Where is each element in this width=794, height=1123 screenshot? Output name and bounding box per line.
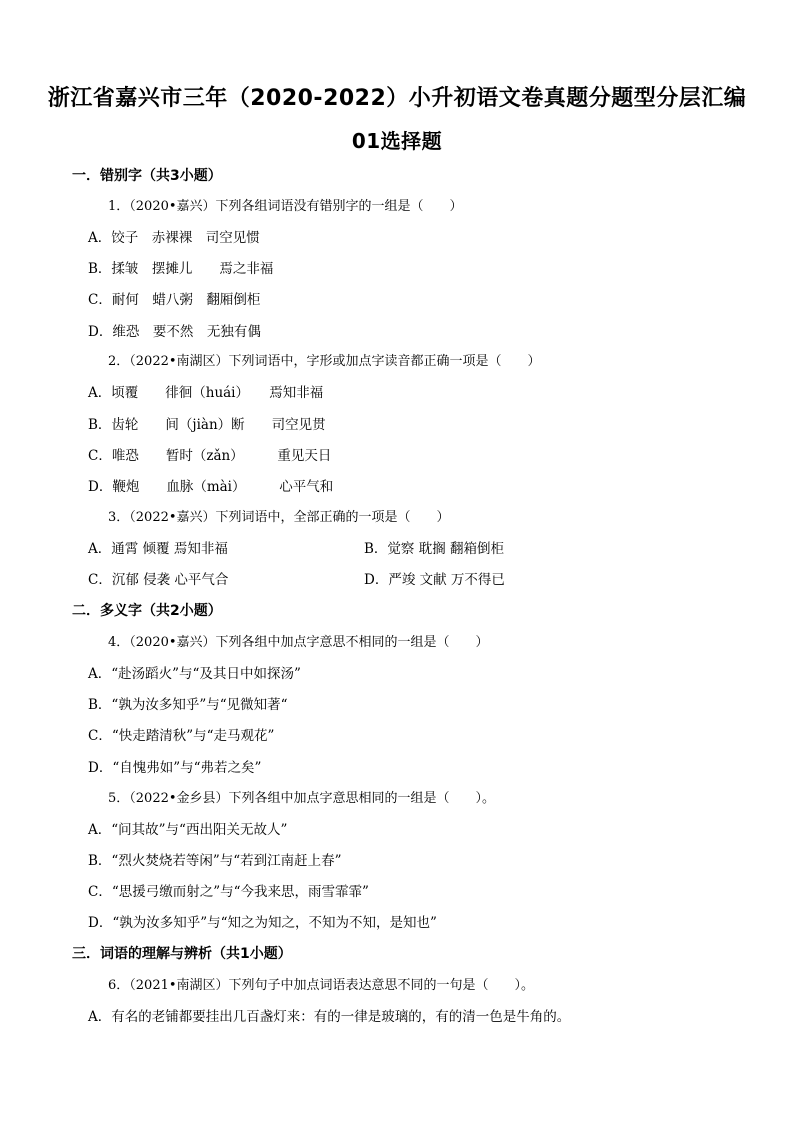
question-1-option-c: C．耐何 蜡八粥 翻厢倒柜	[88, 292, 261, 308]
question-3-option-a: A．通霄 倾覆 焉知非福	[88, 541, 228, 557]
question-5-option-d: D．“孰为汝多知乎”与“知之为知之，不知为不知，是知也”	[88, 915, 437, 931]
question-5-stem: 5．（2022•金乡县）下列各组中加点字意思相同的一组是（ ）。	[108, 791, 496, 806]
question-5-option-b: B．“烈火焚烧若等闲”与“若到江南赶上春”	[88, 853, 342, 869]
question-4-option-b: B．“孰为汝多知乎”与“见微知著“	[88, 697, 288, 713]
question-1-stem: 1．（2020•嘉兴）下列各组词语没有错别字的一组是（ ）	[108, 199, 463, 214]
question-1-option-a: A．饺子 赤裸裸 司空见惯	[88, 230, 260, 246]
question-2-option-b: B．齿轮 间（jiàn）断 司空见贯	[88, 417, 326, 433]
question-2-option-a: A．顷覆 徘徊（huái） 焉知非福	[88, 385, 324, 401]
question-1-option-b: B．揉皱 摆摊儿 焉之非福	[88, 261, 274, 277]
question-1-option-d: D．维恐 要不然 无独有偶	[88, 324, 261, 340]
question-3-option-b: B．觉察 耽搁 翻箱倒柜	[364, 541, 505, 557]
question-2-stem: 2．（2022•南湖区）下列词语中，字形或加点字读音都正确一项是（ ）	[108, 354, 541, 369]
question-2-option-c: C．唯恐 暂时（zǎn） 重见天日	[88, 448, 332, 464]
question-4-option-d: D．“自愧弗如”与“弗若之矣”	[88, 760, 262, 776]
question-6-option-a: A．有名的老铺都要挂出几百盏灯来：有的一律是玻璃的，有的清一色是牛角的。	[88, 1009, 571, 1025]
question-3-stem: 3．（2022•嘉兴）下列词语中，全部正确的一项是（ ）	[108, 510, 450, 525]
question-4-option-a: A．“赴汤蹈火”与“及其日中如探汤”	[88, 666, 301, 682]
section-heading-2: 二．多义字（共2小题）	[72, 603, 222, 619]
question-4-stem: 4．（2020•嘉兴）下列各组中加点字意思不相同的一组是（ ）	[108, 635, 489, 650]
title-line-1: 浙江省嘉兴市三年（2020-2022）小升初语文卷真题分题型分层汇编	[47, 86, 747, 111]
section-heading-3: 三．词语的理解与辨析（共1小题）	[72, 946, 292, 962]
question-3-option-c: C．沉郁 侵袭 心平气合	[88, 572, 229, 588]
question-6-stem: 6．（2021•南湖区）下列句子中加点词语表达意思不同的一句是（ ）。	[108, 978, 535, 993]
section-heading-1: 一．错别字（共3小题）	[72, 168, 222, 184]
question-5-option-a: A．“问其故”与“西出阳关无故人”	[88, 822, 288, 838]
question-5-option-c: C．“思援弓缴而射之”与“今我来思，雨雪霏霏”	[88, 884, 369, 900]
question-2-option-d: D．鞭炮 血脉（mài） 心平气和	[88, 479, 334, 495]
question-3-option-d: D．严竣 文献 万不得已	[364, 572, 505, 588]
question-4-option-c: C．“快走踏清秋”与“走马观花”	[88, 728, 275, 744]
title-line-2: 01选择题	[351, 129, 443, 153]
